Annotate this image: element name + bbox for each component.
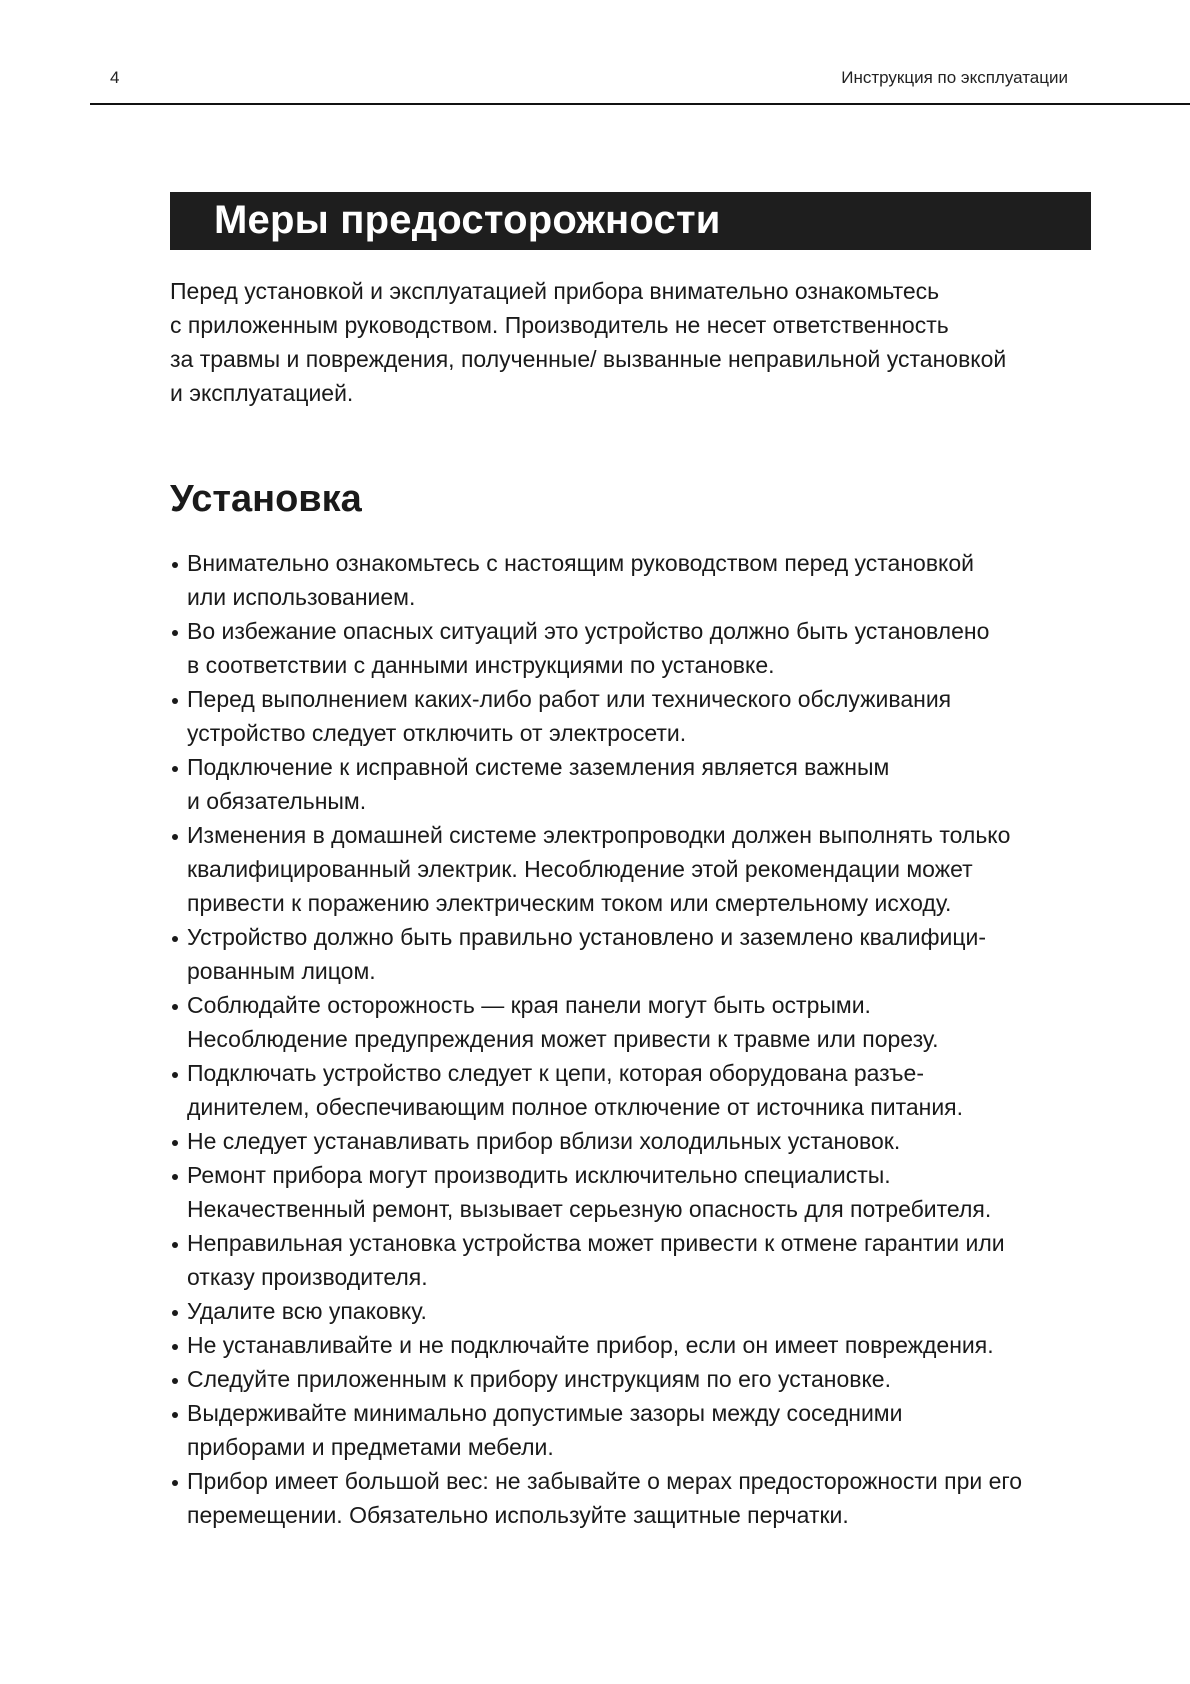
list-item xyxy=(170,1124,1100,1158)
item-line: Внимательно ознакомьтесь с настоящим руководством перед установкой xyxy=(187,550,974,576)
intro-line: и эксплуатацией. xyxy=(170,380,354,406)
list-item xyxy=(170,1294,1100,1328)
item-line: устройство следует отключить от электросети. xyxy=(187,720,687,746)
item-line: Перед выполнением каких-либо работ или технического обслуживания xyxy=(187,686,952,712)
intro-line: с приложенным руководством. Производитель не несет ответственность xyxy=(170,312,949,338)
list-item xyxy=(170,1396,1100,1464)
list-item xyxy=(170,988,1100,1056)
intro-line: за травмы и повреждения, полученные/ вызванные неправильной установкой xyxy=(170,346,1007,372)
item-line: и обязательным. xyxy=(187,788,367,814)
list-item xyxy=(170,682,1100,750)
header-divider xyxy=(90,103,1190,105)
intro-paragraph xyxy=(170,274,1100,410)
item-line: динителем, обеспечивающим полное отключение от источника питания. xyxy=(187,1094,964,1120)
list-item xyxy=(170,1362,1100,1396)
item-line: Подключать устройство следует к цепи, которая оборудована разъе- xyxy=(187,1060,925,1086)
document-title: Инструкция по эксплуатации xyxy=(841,68,1068,87)
page-header xyxy=(0,0,1190,106)
item-line: Устройство должно быть правильно установлено и заземлено квалифици- xyxy=(187,924,987,950)
item-line: Не устанавливайте и не подключайте прибор, если он имеет повреждения. xyxy=(187,1332,994,1358)
section-banner xyxy=(170,192,1091,250)
item-line: или использованием. xyxy=(187,584,416,610)
item-line: перемещении. Обязательно используйте защитные перчатки. xyxy=(187,1502,849,1528)
item-line: Выдерживайте минимально допустимые зазоры между соседними xyxy=(187,1400,903,1426)
item-line: Подключение к исправной системе заземления является важным xyxy=(187,754,890,780)
page-number: 4 xyxy=(110,68,120,87)
item-line: Не следует устанавливать прибор вблизи холодильных установок. xyxy=(187,1128,901,1154)
list-item xyxy=(170,1158,1100,1226)
intro-line: Перед установкой и эксплуатацией прибора внимательно ознакомьтесь xyxy=(170,278,940,304)
list-item xyxy=(170,1056,1100,1124)
list-item xyxy=(170,614,1100,682)
item-line: квалифицированный электрик. Несоблюдение этой рекомендации может xyxy=(187,856,973,882)
item-line: приборами и предметами мебели. xyxy=(187,1434,554,1460)
item-line: Следуйте приложенным к прибору инструкциям по его установке. xyxy=(187,1366,891,1392)
item-line: Изменения в домашней системе электропроводки должен выполнять только xyxy=(187,822,1011,848)
list-item xyxy=(170,1226,1100,1294)
item-line: Удалите всю упаковку. xyxy=(187,1298,427,1324)
installation-list xyxy=(170,546,1100,1532)
item-line: Неправильная установка устройства может привести к отмене гарантии или xyxy=(187,1230,1005,1256)
list-item xyxy=(170,750,1100,818)
item-line: привести к поражению электрическим током или смертельному исходу. xyxy=(187,890,952,916)
item-line: Несоблюдение предупреждения может привести к травме или порезу. xyxy=(187,1026,939,1052)
list-item xyxy=(170,1464,1100,1532)
list-item xyxy=(170,1328,1100,1362)
item-line: Ремонт прибора могут производить исключительно специалисты. xyxy=(187,1162,891,1188)
section-title: Меры предосторожности xyxy=(214,198,721,242)
item-line: в соответствии с данными инструкциями по установке. xyxy=(187,652,775,678)
item-line: отказу производителя. xyxy=(187,1264,428,1290)
item-line: Некачественный ремонт, вызывает серьезную опасность для потребителя. xyxy=(187,1196,992,1222)
item-line: Прибор имеет большой вес: не забывайте о мерах предосторожности при его xyxy=(187,1468,1023,1494)
list-item xyxy=(170,546,1100,614)
list-item xyxy=(170,920,1100,988)
installation-heading: Установка xyxy=(170,478,362,520)
item-line: Во избежание опасных ситуаций это устройство должно быть установлено xyxy=(187,618,990,644)
item-line: Соблюдайте осторожность — края панели могут быть острыми. xyxy=(187,992,871,1018)
list-item xyxy=(170,818,1100,920)
item-line: рованным лицом. xyxy=(187,958,376,984)
